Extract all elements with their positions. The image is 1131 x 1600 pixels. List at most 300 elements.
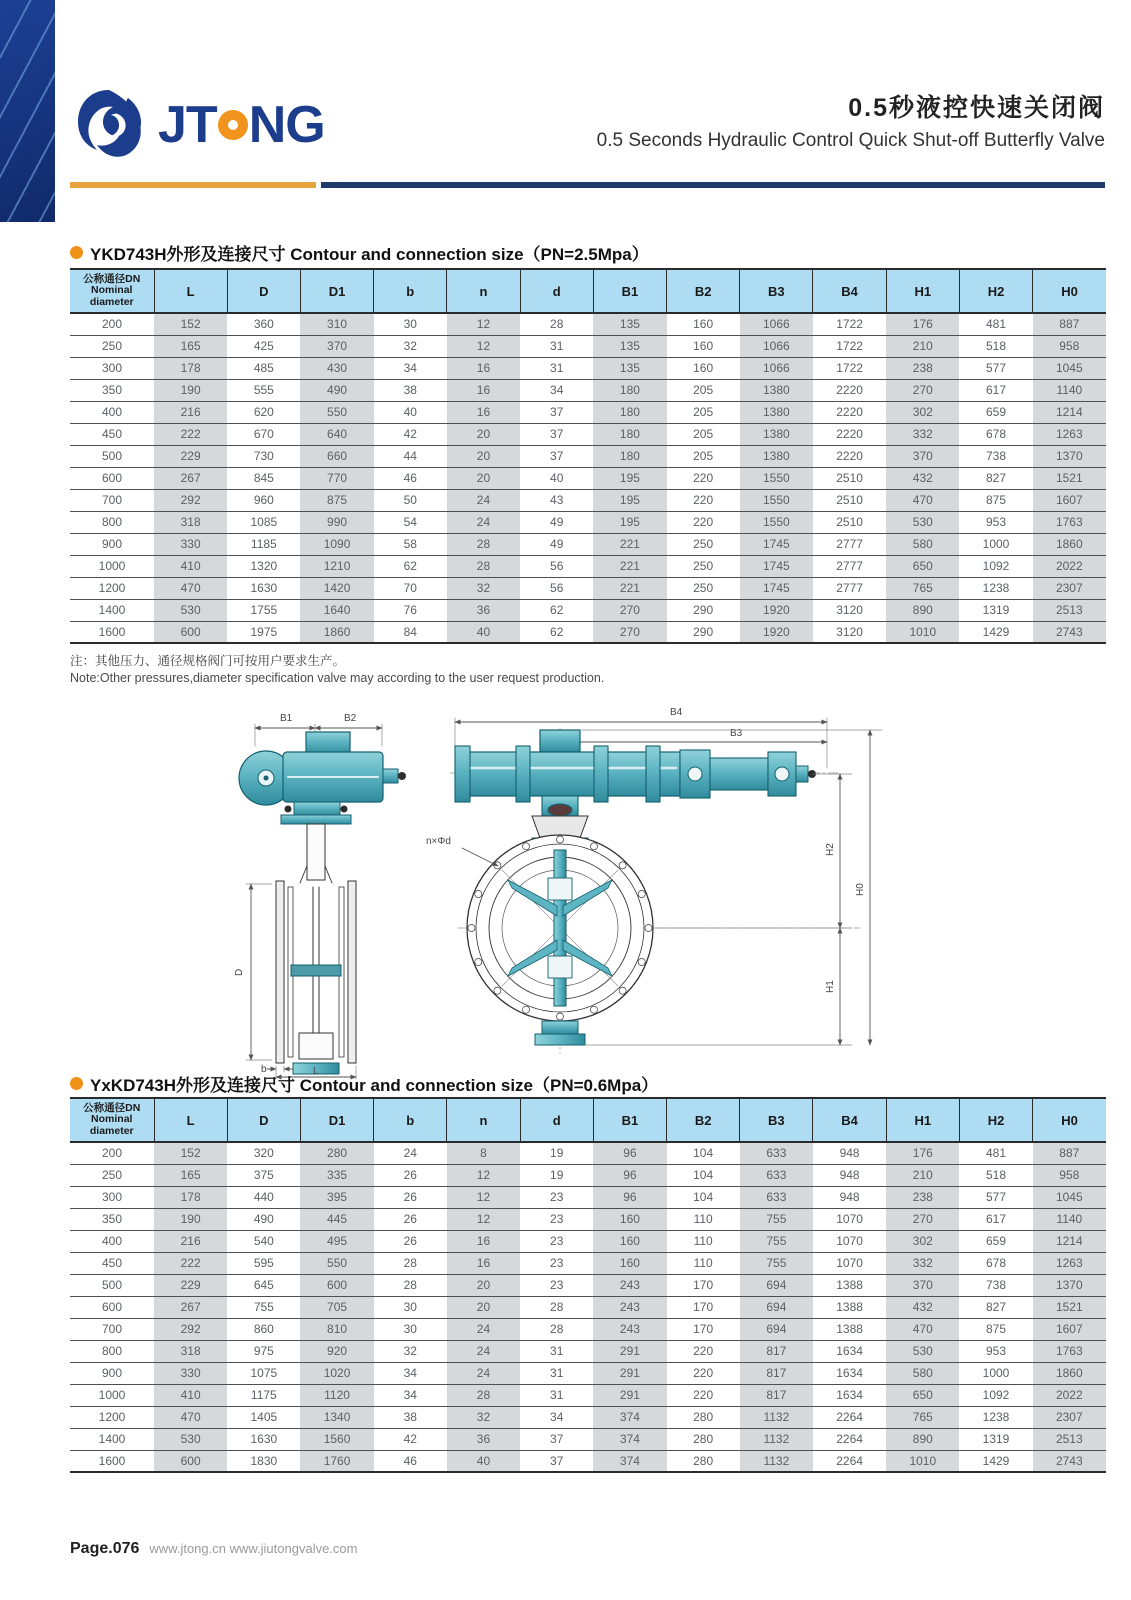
cell-value: 960 [227, 489, 300, 511]
table-row [70, 1142, 1106, 1164]
cell-value: 280 [667, 1406, 740, 1428]
cell-value: 178 [154, 1186, 227, 1208]
cell-value: 280 [667, 1450, 740, 1472]
cell-value: 32 [374, 335, 447, 357]
cell-value: 62 [520, 599, 593, 621]
cell-value: 20 [447, 467, 520, 489]
cell-value: 1380 [740, 445, 813, 467]
cell-value: 2510 [813, 467, 886, 489]
column-header: n [447, 1098, 520, 1142]
cell-value: 595 [227, 1252, 300, 1274]
table-row [70, 1164, 1106, 1186]
cell-value: 250 [667, 577, 740, 599]
cell-value: 110 [667, 1230, 740, 1252]
cell-value: 222 [154, 423, 227, 445]
cell-value: 152 [154, 1142, 227, 1164]
cell-value: 1320 [227, 555, 300, 577]
cell-value: 28 [447, 555, 520, 577]
cell-value: 220 [667, 489, 740, 511]
cell-value: 958 [1033, 1164, 1106, 1186]
column-header: B4 [813, 1098, 886, 1142]
cell-value: 1210 [300, 555, 373, 577]
cell-value: 765 [886, 1406, 959, 1428]
cell-value: 28 [447, 1384, 520, 1406]
cell-value: 302 [886, 401, 959, 423]
cell-value: 36 [447, 1428, 520, 1450]
cell-value: 30 [374, 1296, 447, 1318]
cell-value: 46 [374, 1450, 447, 1472]
cell-value: 374 [593, 1428, 666, 1450]
column-header: H0 [1033, 269, 1106, 313]
cell-value: 222 [154, 1252, 227, 1274]
table-row [70, 1340, 1106, 1362]
cell-dn: 450 [70, 423, 154, 445]
table-row [70, 489, 1106, 511]
cell-value: 2022 [1033, 555, 1106, 577]
cell-value: 1319 [959, 1428, 1032, 1450]
cell-value: 370 [300, 335, 373, 357]
table-row [70, 555, 1106, 577]
cell-value: 738 [959, 445, 1032, 467]
cell-value: 24 [447, 511, 520, 533]
cell-value: 620 [227, 401, 300, 423]
cell-value: 46 [374, 467, 447, 489]
cell-dn: 900 [70, 533, 154, 555]
column-header: D [227, 1098, 300, 1142]
cell-value: 470 [886, 489, 959, 511]
cell-value: 1020 [300, 1362, 373, 1384]
cell-value: 34 [374, 357, 447, 379]
cell-value: 518 [959, 1164, 1032, 1186]
cell-value: 1370 [1033, 1274, 1106, 1296]
cell-value: 445 [300, 1208, 373, 1230]
cell-value: 1132 [740, 1428, 813, 1450]
cell-value: 920 [300, 1340, 373, 1362]
cell-value: 2220 [813, 445, 886, 467]
svg-text:n×Φd: n×Φd [426, 836, 451, 847]
cell-value: 160 [593, 1208, 666, 1230]
cell-value: 23 [520, 1186, 593, 1208]
cell-dn: 1600 [70, 1450, 154, 1472]
cell-value: 1319 [959, 599, 1032, 621]
cell-value: 28 [374, 1274, 447, 1296]
table-row [70, 1362, 1106, 1384]
cell-dn: 900 [70, 1362, 154, 1384]
cell-value: 485 [227, 357, 300, 379]
valve-technical-drawing [70, 688, 1106, 1080]
note-block [70, 651, 604, 685]
cell-value: 1370 [1033, 445, 1106, 467]
section1-title-text: YKD743H外形及连接尺寸 Contour and connection size（PN=2.5Mpa） [90, 245, 649, 264]
cell-value: 180 [593, 401, 666, 423]
cell-value: 1238 [959, 577, 1032, 599]
cell-value: 2022 [1033, 1384, 1106, 1406]
column-header: D1 [300, 1098, 373, 1142]
cell-value: 26 [374, 1186, 447, 1208]
table-row [70, 423, 1106, 445]
cell-value: 243 [593, 1296, 666, 1318]
cell-value: 178 [154, 357, 227, 379]
cell-value: 54 [374, 511, 447, 533]
table-row [70, 1208, 1106, 1230]
cell-value: 1640 [300, 599, 373, 621]
cell-value: 23 [520, 1230, 593, 1252]
table-row [70, 1230, 1106, 1252]
cell-value: 530 [154, 599, 227, 621]
cell-value: 430 [300, 357, 373, 379]
cell-value: 37 [520, 401, 593, 423]
cell-value: 375 [227, 1164, 300, 1186]
cell-value: 827 [959, 1296, 1032, 1318]
cell-value: 23 [520, 1274, 593, 1296]
cell-value: 1263 [1033, 423, 1106, 445]
cell-value: 31 [520, 1340, 593, 1362]
cell-value: 1630 [227, 1428, 300, 1450]
cell-value: 190 [154, 1208, 227, 1230]
cell-value: 755 [227, 1296, 300, 1318]
cell-value: 221 [593, 533, 666, 555]
cell-dn: 1400 [70, 599, 154, 621]
cell-value: 49 [520, 533, 593, 555]
cell-value: 1380 [740, 423, 813, 445]
cell-dn: 500 [70, 1274, 154, 1296]
cell-value: 1429 [959, 621, 1032, 643]
cell-value: 1380 [740, 401, 813, 423]
cell-value: 1070 [813, 1230, 886, 1252]
column-header: B4 [813, 269, 886, 313]
cell-value: 1066 [740, 335, 813, 357]
bullet-icon [70, 246, 83, 259]
cell-value: 28 [520, 1296, 593, 1318]
cell-value: 410 [154, 555, 227, 577]
cell-value: 555 [227, 379, 300, 401]
cell-value: 1860 [1033, 1362, 1106, 1384]
cell-value: 2777 [813, 533, 886, 555]
cell-value: 28 [447, 533, 520, 555]
cell-value: 220 [667, 467, 740, 489]
cell-value: 2743 [1033, 621, 1106, 643]
cell-value: 32 [447, 577, 520, 599]
svg-text:B1: B1 [280, 713, 293, 724]
cell-value: 617 [959, 379, 1032, 401]
page-titles [597, 84, 1105, 152]
column-header: b [374, 269, 447, 313]
cell-value: 1388 [813, 1318, 886, 1340]
cell-value: 410 [154, 1384, 227, 1406]
cell-dn: 250 [70, 1164, 154, 1186]
section2-title [70, 1071, 658, 1096]
side-view [234, 713, 406, 1079]
cell-value: 1045 [1033, 1186, 1106, 1208]
cell-value: 2264 [813, 1406, 886, 1428]
cell-value: 580 [886, 1362, 959, 1384]
cell-value: 42 [374, 423, 447, 445]
table-header-row [70, 269, 1106, 313]
cell-value: 481 [959, 1142, 1032, 1164]
cell-value: 110 [667, 1208, 740, 1230]
page-title-en: 0.5 Seconds Hydraulic Control Quick Shut-off Butterfly Valve [596, 130, 1105, 151]
cell-value: 12 [447, 1164, 520, 1186]
cell-dn: 350 [70, 1208, 154, 1230]
cell-value: 948 [813, 1186, 886, 1208]
cell-dn: 1000 [70, 1384, 154, 1406]
cell-value: 1085 [227, 511, 300, 533]
cell-value: 875 [959, 489, 1032, 511]
column-header: H0 [1033, 1098, 1106, 1142]
svg-text:H1: H1 [825, 980, 836, 993]
table-row [70, 357, 1106, 379]
cell-value: 875 [959, 1318, 1032, 1340]
jtong-swirl-icon [70, 84, 148, 166]
cell-value: 292 [154, 1318, 227, 1340]
cell-value: 1090 [300, 533, 373, 555]
cell-value: 205 [667, 445, 740, 467]
cell-value: 335 [300, 1164, 373, 1186]
cell-value: 104 [667, 1164, 740, 1186]
cell-value: 56 [520, 555, 593, 577]
cell-value: 165 [154, 1164, 227, 1186]
cell-value: 160 [667, 335, 740, 357]
cell-value: 1722 [813, 335, 886, 357]
cell-dn: 300 [70, 357, 154, 379]
page-footer [70, 1540, 357, 1558]
cell-value: 238 [886, 1186, 959, 1208]
cell-value: 160 [593, 1230, 666, 1252]
cell-value: 38 [374, 379, 447, 401]
cell-value: 1380 [740, 379, 813, 401]
cell-value: 270 [593, 599, 666, 621]
svg-text:H2: H2 [825, 843, 836, 856]
cell-value: 229 [154, 1274, 227, 1296]
page-title-zh: 0.5秒液控快速关闭阀 [848, 94, 1105, 122]
svg-text:B3: B3 [730, 728, 743, 739]
cell-value: 70 [374, 577, 447, 599]
cell-value: 694 [740, 1296, 813, 1318]
cell-value: 28 [520, 313, 593, 335]
cell-value: 1010 [886, 1450, 959, 1472]
cell-value: 176 [886, 313, 959, 335]
cell-value: 678 [959, 1252, 1032, 1274]
cell-value: 1132 [740, 1450, 813, 1472]
cell-value: 2777 [813, 577, 886, 599]
cell-value: 290 [667, 599, 740, 621]
table-row [70, 445, 1106, 467]
brand-name [158, 96, 325, 154]
column-header: B3 [740, 269, 813, 313]
cell-value: 1000 [959, 533, 1032, 555]
cell-value: 19 [520, 1142, 593, 1164]
cell-value: 28 [520, 1318, 593, 1340]
cell-value: 650 [886, 555, 959, 577]
cell-value: 694 [740, 1318, 813, 1340]
cell-value: 1092 [959, 1384, 1032, 1406]
cell-value: 32 [447, 1406, 520, 1428]
cell-dn: 600 [70, 1296, 154, 1318]
cell-value: 76 [374, 599, 447, 621]
cell-value: 280 [667, 1428, 740, 1450]
cell-value: 62 [520, 621, 593, 643]
column-header-dn: 公称通径DN Nominal diameter [70, 269, 154, 313]
cell-value: 975 [227, 1340, 300, 1362]
cell-value: 650 [886, 1384, 959, 1406]
cell-value: 577 [959, 357, 1032, 379]
cell-value: 37 [520, 445, 593, 467]
cell-value: 705 [300, 1296, 373, 1318]
cell-value: 31 [520, 357, 593, 379]
note-en: Note:Other pressures,diameter specification valve may according to the user request production. [70, 671, 605, 685]
cell-value: 220 [667, 511, 740, 533]
cell-value: 250 [667, 533, 740, 555]
column-header: B2 [667, 269, 740, 313]
cell-value: 530 [886, 1340, 959, 1362]
column-header: d [520, 1098, 593, 1142]
cell-dn: 1200 [70, 577, 154, 599]
cell-value: 670 [227, 423, 300, 445]
cell-value: 96 [593, 1142, 666, 1164]
cell-value: 165 [154, 335, 227, 357]
cell-value: 24 [447, 1340, 520, 1362]
cell-value: 160 [667, 357, 740, 379]
cell-value: 330 [154, 533, 227, 555]
cell-value: 195 [593, 511, 666, 533]
svg-text:B2: B2 [344, 713, 357, 724]
cell-value: 425 [227, 335, 300, 357]
note-zh: 注：其他压力、通径规格阀门可按用户要求生产。 [70, 654, 346, 668]
cell-value: 210 [886, 335, 959, 357]
cell-value: 1550 [740, 489, 813, 511]
cell-value: 170 [667, 1274, 740, 1296]
cell-dn: 400 [70, 401, 154, 423]
dimension-table-pn25 [70, 268, 1106, 644]
table-row [70, 401, 1106, 423]
cell-value: 270 [886, 1208, 959, 1230]
cell-value: 1140 [1033, 1208, 1106, 1230]
cell-value: 770 [300, 467, 373, 489]
column-header: D [227, 269, 300, 313]
cell-value: 600 [154, 1450, 227, 1472]
cell-value: 302 [886, 1230, 959, 1252]
cell-value: 8 [447, 1142, 520, 1164]
cell-value: 205 [667, 379, 740, 401]
cell-value: 176 [886, 1142, 959, 1164]
cell-value: 600 [300, 1274, 373, 1296]
cell-value: 1388 [813, 1296, 886, 1318]
cell-value: 229 [154, 445, 227, 467]
cell-value: 1175 [227, 1384, 300, 1406]
cell-value: 290 [667, 621, 740, 643]
column-header-dn: 公称通径DN Nominal diameter [70, 1098, 154, 1142]
cell-dn: 1400 [70, 1428, 154, 1450]
table-row [70, 1318, 1106, 1340]
cell-value: 1066 [740, 313, 813, 335]
cell-value: 31 [520, 1362, 593, 1384]
cell-value: 310 [300, 313, 373, 335]
table-header-row [70, 1098, 1106, 1142]
cell-value: 1860 [1033, 533, 1106, 555]
cell-dn: 700 [70, 1318, 154, 1340]
table-row [70, 599, 1106, 621]
cell-value: 221 [593, 577, 666, 599]
cell-value: 31 [520, 1384, 593, 1406]
column-header: n [447, 269, 520, 313]
cell-value: 37 [520, 423, 593, 445]
cell-value: 1405 [227, 1406, 300, 1428]
cell-dn: 1600 [70, 621, 154, 643]
cell-value: 180 [593, 423, 666, 445]
cell-value: 953 [959, 1340, 1032, 1362]
cell-value: 30 [374, 313, 447, 335]
cell-value: 577 [959, 1186, 1032, 1208]
svg-text:B4: B4 [670, 707, 683, 718]
cell-value: 135 [593, 357, 666, 379]
cell-value: 887 [1033, 1142, 1106, 1164]
cell-value: 135 [593, 313, 666, 335]
cell-value: 1066 [740, 357, 813, 379]
cell-value: 16 [447, 1230, 520, 1252]
cell-value: 1070 [813, 1208, 886, 1230]
brand-logo [70, 84, 325, 166]
cell-value: 26 [374, 1164, 447, 1186]
cell-value: 58 [374, 533, 447, 555]
cell-value: 210 [886, 1164, 959, 1186]
cell-value: 1763 [1033, 1340, 1106, 1362]
cell-value: 678 [959, 423, 1032, 445]
cell-value: 817 [740, 1384, 813, 1406]
cell-value: 1000 [959, 1362, 1032, 1384]
cell-value: 948 [813, 1142, 886, 1164]
cell-value: 600 [154, 621, 227, 643]
table-row [70, 1450, 1106, 1472]
cell-value: 216 [154, 1230, 227, 1252]
cell-value: 34 [520, 1406, 593, 1428]
cell-value: 948 [813, 1164, 886, 1186]
cell-value: 730 [227, 445, 300, 467]
cell-value: 16 [447, 1252, 520, 1274]
column-header: L [154, 1098, 227, 1142]
cell-value: 56 [520, 577, 593, 599]
cell-value: 24 [374, 1142, 447, 1164]
cell-value: 1075 [227, 1362, 300, 1384]
cell-value: 291 [593, 1362, 666, 1384]
cell-value: 481 [959, 313, 1032, 335]
cell-value: 1920 [740, 621, 813, 643]
column-header: B3 [740, 1098, 813, 1142]
cell-value: 238 [886, 357, 959, 379]
cell-value: 640 [300, 423, 373, 445]
cell-value: 1722 [813, 357, 886, 379]
cell-value: 28 [374, 1252, 447, 1274]
cell-dn: 200 [70, 313, 154, 335]
cell-value: 12 [447, 1208, 520, 1230]
cell-value: 374 [593, 1450, 666, 1472]
cell-value: 16 [447, 357, 520, 379]
column-header: b [374, 1098, 447, 1142]
section2-title-text: YxKD743H外形及连接尺寸 Contour and connection size（PN=0.6Mpa） [90, 1076, 659, 1095]
cell-value: 845 [227, 467, 300, 489]
cell-value: 432 [886, 467, 959, 489]
cell-value: 44 [374, 445, 447, 467]
cell-value: 318 [154, 1340, 227, 1362]
cell-dn: 500 [70, 445, 154, 467]
table-row [70, 467, 1106, 489]
cell-value: 490 [300, 379, 373, 401]
table-row [70, 1384, 1106, 1406]
column-header: B1 [593, 1098, 666, 1142]
cell-dn: 300 [70, 1186, 154, 1208]
cell-value: 19 [520, 1164, 593, 1186]
cell-value: 216 [154, 401, 227, 423]
cell-value: 1214 [1033, 1230, 1106, 1252]
